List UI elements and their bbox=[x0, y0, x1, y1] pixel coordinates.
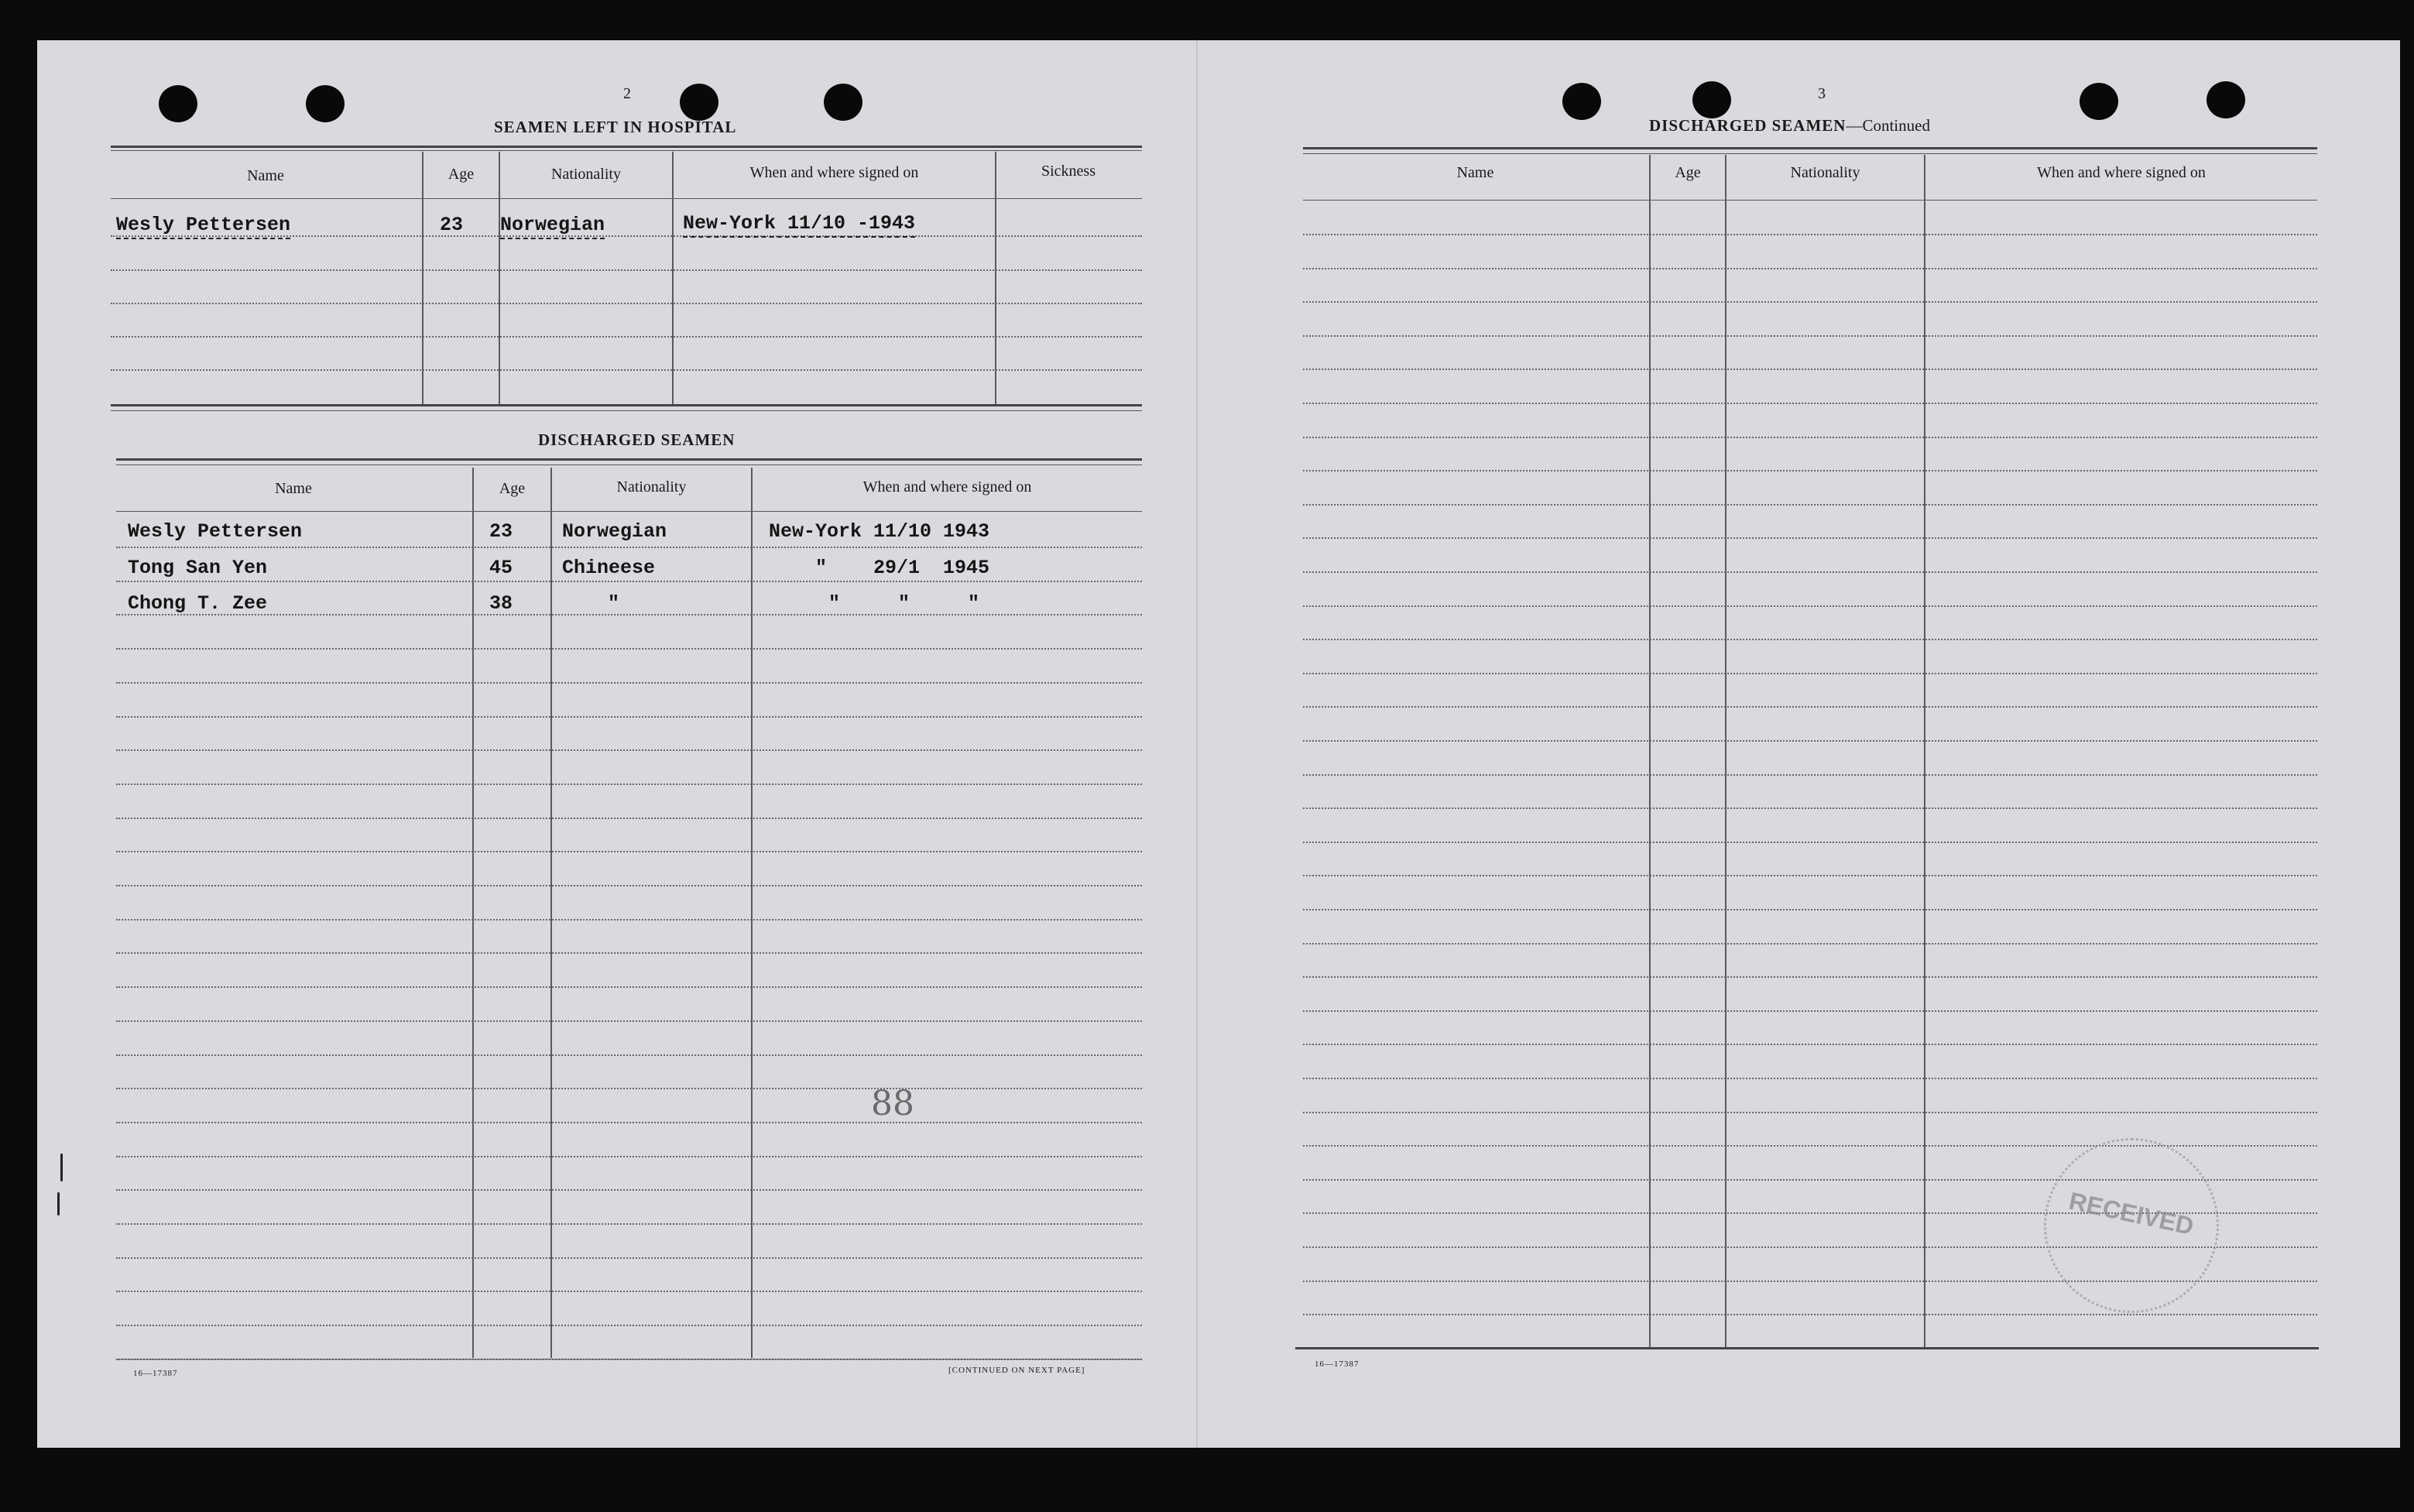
hospital-col-sickness: Sickness bbox=[1041, 163, 1096, 180]
right-table-top-rule bbox=[1303, 147, 2317, 149]
ruled-row-line bbox=[1303, 335, 2317, 337]
punch-hole bbox=[2080, 83, 2118, 120]
discharged-row-age: 23 bbox=[489, 520, 513, 543]
continued-note: [CONTINUED ON NEXT PAGE] bbox=[948, 1366, 1085, 1375]
ruled-row-line bbox=[116, 749, 1142, 751]
ruled-row-line bbox=[1303, 605, 2317, 607]
right-col-age: Age bbox=[1675, 164, 1701, 181]
ruled-row-line bbox=[1303, 571, 2317, 573]
hospital-col-signed-on: When and where signed on bbox=[749, 164, 919, 181]
hospital-row-nationality: Norwegian bbox=[500, 214, 605, 239]
ruled-row-line bbox=[116, 851, 1142, 852]
ruled-row-line bbox=[1303, 437, 2317, 438]
hospital-col-age: Age bbox=[447, 166, 475, 183]
ruled-row-line bbox=[116, 919, 1142, 921]
ruled-row-line bbox=[1303, 1044, 2317, 1045]
ruled-row-line bbox=[1303, 504, 2317, 506]
ruled-row-line bbox=[116, 1189, 1142, 1191]
right-col-nationality: Nationality bbox=[1790, 164, 1860, 181]
right-col-divider bbox=[1649, 155, 1651, 1347]
ruled-row-line bbox=[1303, 909, 2317, 910]
discharged-row-signed-on: " " " bbox=[805, 592, 980, 615]
right-table-top-rule-thin bbox=[1303, 153, 2317, 154]
ruled-row-line bbox=[1303, 369, 2317, 370]
ruled-row-line bbox=[1303, 268, 2317, 269]
discharged-table-top-rule bbox=[116, 458, 1142, 461]
ruled-row-line bbox=[116, 1223, 1142, 1225]
discharged-header-rule bbox=[116, 511, 1142, 512]
discharged-row-name: Tong San Yen bbox=[128, 557, 268, 579]
ruled-row-line bbox=[116, 986, 1142, 988]
hospital-col-nationality: Nationality bbox=[551, 166, 621, 183]
hospital-header-rule bbox=[111, 198, 1142, 199]
ruled-row-line bbox=[116, 648, 1142, 650]
punch-hole bbox=[680, 84, 718, 121]
right-col-divider bbox=[1924, 155, 1925, 1347]
hospital-table-bottom-rule bbox=[111, 404, 1142, 406]
ruled-row-line bbox=[116, 1291, 1142, 1292]
received-stamp bbox=[2044, 1138, 2219, 1313]
page-number-right: 3 bbox=[1818, 85, 1826, 102]
edge-mark bbox=[57, 1192, 60, 1215]
ruled-row-line bbox=[116, 1325, 1142, 1326]
right-col-divider bbox=[1725, 155, 1726, 1347]
ruled-row-line bbox=[1303, 1112, 2317, 1113]
right-section-title-suffix: —Continued bbox=[1846, 116, 1930, 135]
ruled-row-line bbox=[116, 1257, 1142, 1259]
received-stamp-text: RECEIVED bbox=[2066, 1186, 2196, 1240]
ruled-row-line bbox=[116, 1156, 1142, 1157]
punch-hole bbox=[1692, 81, 1731, 118]
form-number-right: 16—17387 bbox=[1315, 1359, 1360, 1369]
hospital-row-age: 23 bbox=[440, 214, 464, 236]
punch-hole bbox=[1562, 83, 1601, 120]
ruled-row-line bbox=[116, 716, 1142, 718]
ruled-row-line bbox=[1303, 470, 2317, 471]
ruled-row-line bbox=[1303, 234, 2317, 235]
hospital-row-line bbox=[111, 369, 1142, 371]
punch-hole bbox=[2207, 81, 2245, 118]
hospital-table-top-rule-thin bbox=[111, 150, 1142, 151]
ruled-row-line bbox=[1303, 706, 2317, 708]
hospital-table-top-rule bbox=[111, 146, 1142, 148]
ruled-row-line bbox=[1303, 943, 2317, 945]
right-section-title bbox=[1649, 116, 1930, 135]
hospital-table-bottom-rule-thin bbox=[111, 410, 1142, 411]
ruled-row-line bbox=[116, 818, 1142, 819]
ruled-row-line bbox=[1303, 740, 2317, 742]
discharged-col-signed-on: When and where signed on bbox=[862, 478, 1032, 495]
hospital-col-divider bbox=[499, 152, 500, 406]
ruled-row-line bbox=[1303, 301, 2317, 303]
punch-hole bbox=[306, 85, 345, 122]
hospital-col-divider bbox=[422, 152, 423, 406]
hospital-row-name: Wesly Pettersen bbox=[116, 214, 290, 239]
ruled-row-line bbox=[116, 783, 1142, 785]
ruled-row-line bbox=[1303, 1078, 2317, 1079]
discharged-col-age: Age bbox=[499, 480, 526, 497]
discharged-col-nationality: Nationality bbox=[616, 478, 687, 495]
ruled-row-line bbox=[1303, 1314, 2317, 1315]
hospital-col-name: Name bbox=[247, 167, 284, 184]
punch-hole bbox=[159, 85, 197, 122]
right-header-rule bbox=[1303, 200, 2317, 201]
right-section-title-main: DISCHARGED SEAMEN bbox=[1649, 116, 1847, 135]
discharged-row-nationality: Chineese bbox=[562, 557, 656, 579]
right-col-signed-on: When and where signed on bbox=[2037, 164, 2206, 181]
ruled-row-line bbox=[116, 547, 1142, 548]
discharged-row-nationality: Norwegian bbox=[562, 520, 667, 543]
pencil-note: 88 bbox=[871, 1084, 914, 1123]
hospital-col-divider bbox=[995, 152, 996, 406]
ruled-row-line bbox=[116, 1122, 1142, 1123]
form-number-left: 16—17387 bbox=[133, 1369, 178, 1378]
ruled-row-line bbox=[1303, 403, 2317, 404]
edge-mark bbox=[60, 1154, 63, 1181]
ruled-row-line bbox=[1303, 976, 2317, 978]
ruled-row-line bbox=[1303, 875, 2317, 876]
ruled-row-line bbox=[1303, 842, 2317, 843]
hospital-col-divider bbox=[672, 152, 674, 406]
hospital-row-line bbox=[111, 269, 1142, 271]
right-table-bottom-rule bbox=[1295, 1347, 2319, 1349]
discharged-row-age: 38 bbox=[489, 592, 513, 615]
ruled-row-line bbox=[1303, 639, 2317, 640]
page-fold bbox=[1196, 40, 1198, 1448]
ruled-row-line bbox=[1303, 1010, 2317, 1012]
discharged-row-age: 45 bbox=[489, 557, 513, 579]
discharged-row-name: Wesly Pettersen bbox=[128, 520, 303, 543]
discharged-col-name: Name bbox=[275, 480, 312, 497]
ruled-row-line bbox=[1303, 673, 2317, 674]
ruled-row-line bbox=[116, 614, 1142, 615]
ruled-row-line bbox=[116, 885, 1142, 886]
hospital-row-line bbox=[111, 303, 1142, 304]
page-number-left: 2 bbox=[623, 85, 631, 102]
ruled-row-line bbox=[116, 952, 1142, 954]
discharged-row-signed-on: New-York 11/10 1943 bbox=[769, 520, 990, 543]
discharged-section-title: DISCHARGED SEAMEN bbox=[538, 430, 736, 449]
ruled-row-line bbox=[1303, 537, 2317, 539]
right-col-name: Name bbox=[1456, 164, 1494, 181]
ruled-row-line bbox=[116, 1088, 1142, 1089]
ruled-row-line bbox=[116, 1054, 1142, 1056]
hospital-section-title: SEAMEN LEFT IN HOSPITAL bbox=[494, 118, 737, 136]
ruled-row-line bbox=[116, 1020, 1142, 1022]
discharged-row-name: Chong T. Zee bbox=[128, 592, 268, 615]
punch-hole bbox=[824, 84, 862, 121]
ruled-row-line bbox=[1303, 807, 2317, 809]
hospital-row-line bbox=[111, 336, 1142, 338]
ruled-row-line bbox=[116, 581, 1142, 582]
ruled-row-line bbox=[116, 682, 1142, 684]
discharged-row-nationality: " bbox=[573, 592, 620, 615]
discharged-row-signed-on: " 29/1 1945 bbox=[792, 557, 990, 579]
ruled-row-line bbox=[1303, 774, 2317, 776]
hospital-row-signed-on: New-York 11/10 -1943 bbox=[683, 212, 915, 238]
